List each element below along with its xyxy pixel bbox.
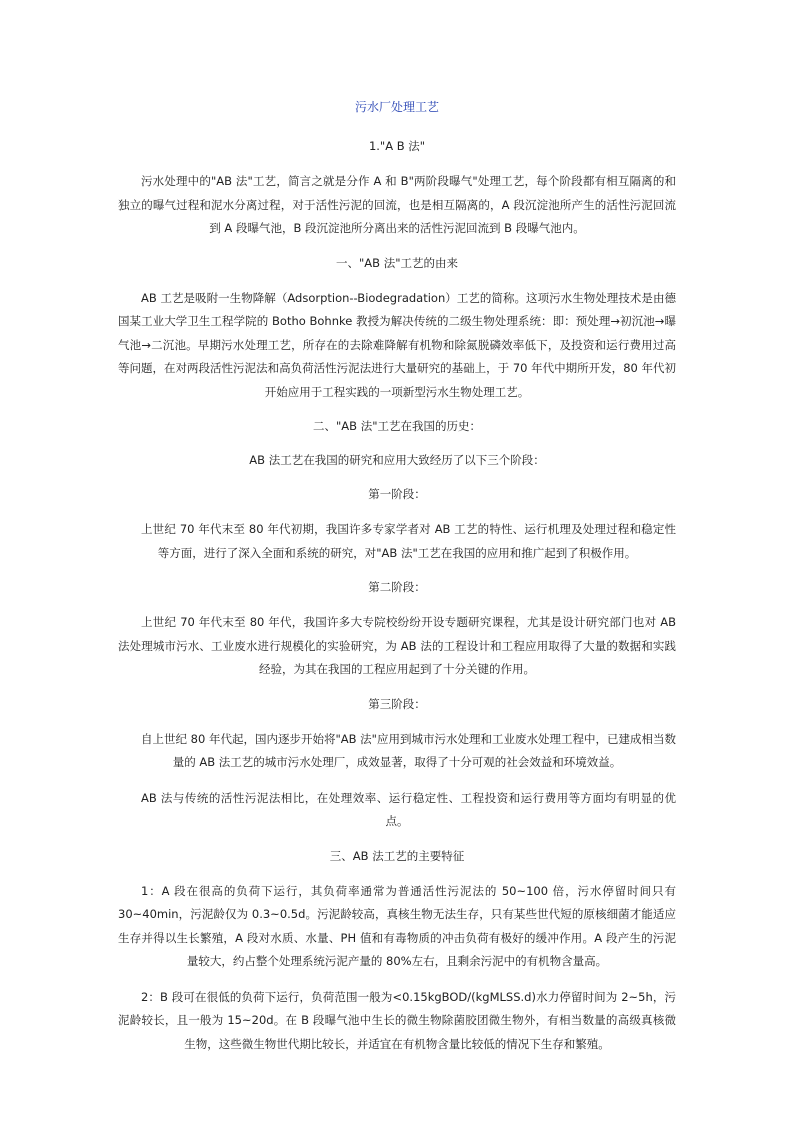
heading-stage-1: 第一阶段： [368,487,426,501]
heading-stage-3: 第三阶段： [368,696,426,711]
intro-paragraph: 污水处理中的"AB 法"工艺，简言之就是分作 A 和 B"两阶段曝气"处理工艺，每个阶段都有相互隔离的和独立的曝气过程和泥水分离过程，对于活性污泥的回流，也是相互隔离的，A 段沉淀池所产生的活性污泥回流到 A 段曝气池，B 段沉淀池所分离出来的活性污泥回流到 B 段曝气池内。 [118,174,676,235]
document-title: 污水厂处理工艺 [354,100,439,114]
document-body [118,98,676,1068]
stage-2-paragraph: 上世纪 70 年代末至 80 年代，我国许多大专院校纷纷开设专题研究课程，尤其是设计研究部门也对 AB 法处理城市污水、工业废水进行规模化的实验研究，为 AB 法的工程设计和工程应用取得了大量的数据和实践经验，为其在我国的工程应用起到了十分关键的作用。 [118,615,676,676]
history-summary: AB 法工艺在我国的研究和应用大致经历了以下三个阶段： [249,453,545,467]
stage-1-paragraph: 上世纪 70 年代末至 80 年代初期，我国许多专家学者对 AB 工艺的特性、运行机理及处理过程和稳定性等方面，进行了深入全面和系统的研究，对"AB 法"工艺在我国的应用和推广起到了积极作用。 [141,522,676,560]
section-heading-ab-method: 1."A B 法" [368,139,426,153]
heading-origin: 一、"AB 法"工艺的由来 [336,255,458,270]
comparison-paragraph: AB 法与传统的活性污泥法相比，在处理效率、运行稳定性、工程投资和运行费用等方面均有明显的优点。 [141,790,676,828]
heading-features: 三、AB 法工艺的主要特征 [329,848,465,863]
origin-paragraph: AB 工艺是吸附一生物降解（Adsorption--Biodegradation）工艺的简称。这项污水生物处理技术是由德国某工业大学卫生工程学院的 Botho Bohnke 教授为解决传统的二级生物处理系统：即：预处理→初沉池→曝气池→二沉池。早期污水处理工艺，所存在的去除难降解有机物和除氮脱磷效率低下，及投资和运行费用过高等问题，在对两段活性污泥法和高负荷活性污泥法进行大量研究的基础上，于 70 年代中期所开发，80 年代初开始应用于工程实践的一项新型污水生物处理工艺。 [118,290,676,399]
heading-stage-2: 第二阶段： [368,580,426,594]
heading-history: 二、"AB 法"工艺在我国的历史： [313,419,481,433]
stage-3-paragraph: 自上世纪 80 年代起，国内逐步开始将"AB 法"应用到城市污水处理和工业废水处理工程中，已建成相当数量的 AB 法工艺的城市污水处理厂，成效显著，取得了十分可观的社会效益和环境效益。 [141,731,676,769]
feature-1-paragraph: 1：A 段在很高的负荷下运行，其负荷率通常为普通活性污泥法的 50~100 倍，污水停留时间只有 30~40min，污泥龄仅为 0.3~0.5d。污泥龄较高，真核生物无法生存，只有某些世代短的原核细菌才能适应生存并得以生长繁殖，A 段对水质、水量、PH 值和有毒物质的冲击负荷有极好的缓冲作用。A 段产生的污泥量较大，约占整个处理系统污泥产量的 80%左右，且剩余污泥中的有机物含量高。 [118,883,676,968]
feature-2-paragraph: 2：B 段可在很低的负荷下运行，负荷范围一般为<0.15kgBOD/(kgMLSS.d)水力停留时间为 2~5h，污泥龄较长，且一般为 15~20d。在 B 段曝气池中生长的微生物除菌胶团微生物外，有相当数量的高级真核微生物，这些微生物世代期比较长，并适宜在有机物含量比较低的情况下生存和繁殖。 [118,989,676,1051]
